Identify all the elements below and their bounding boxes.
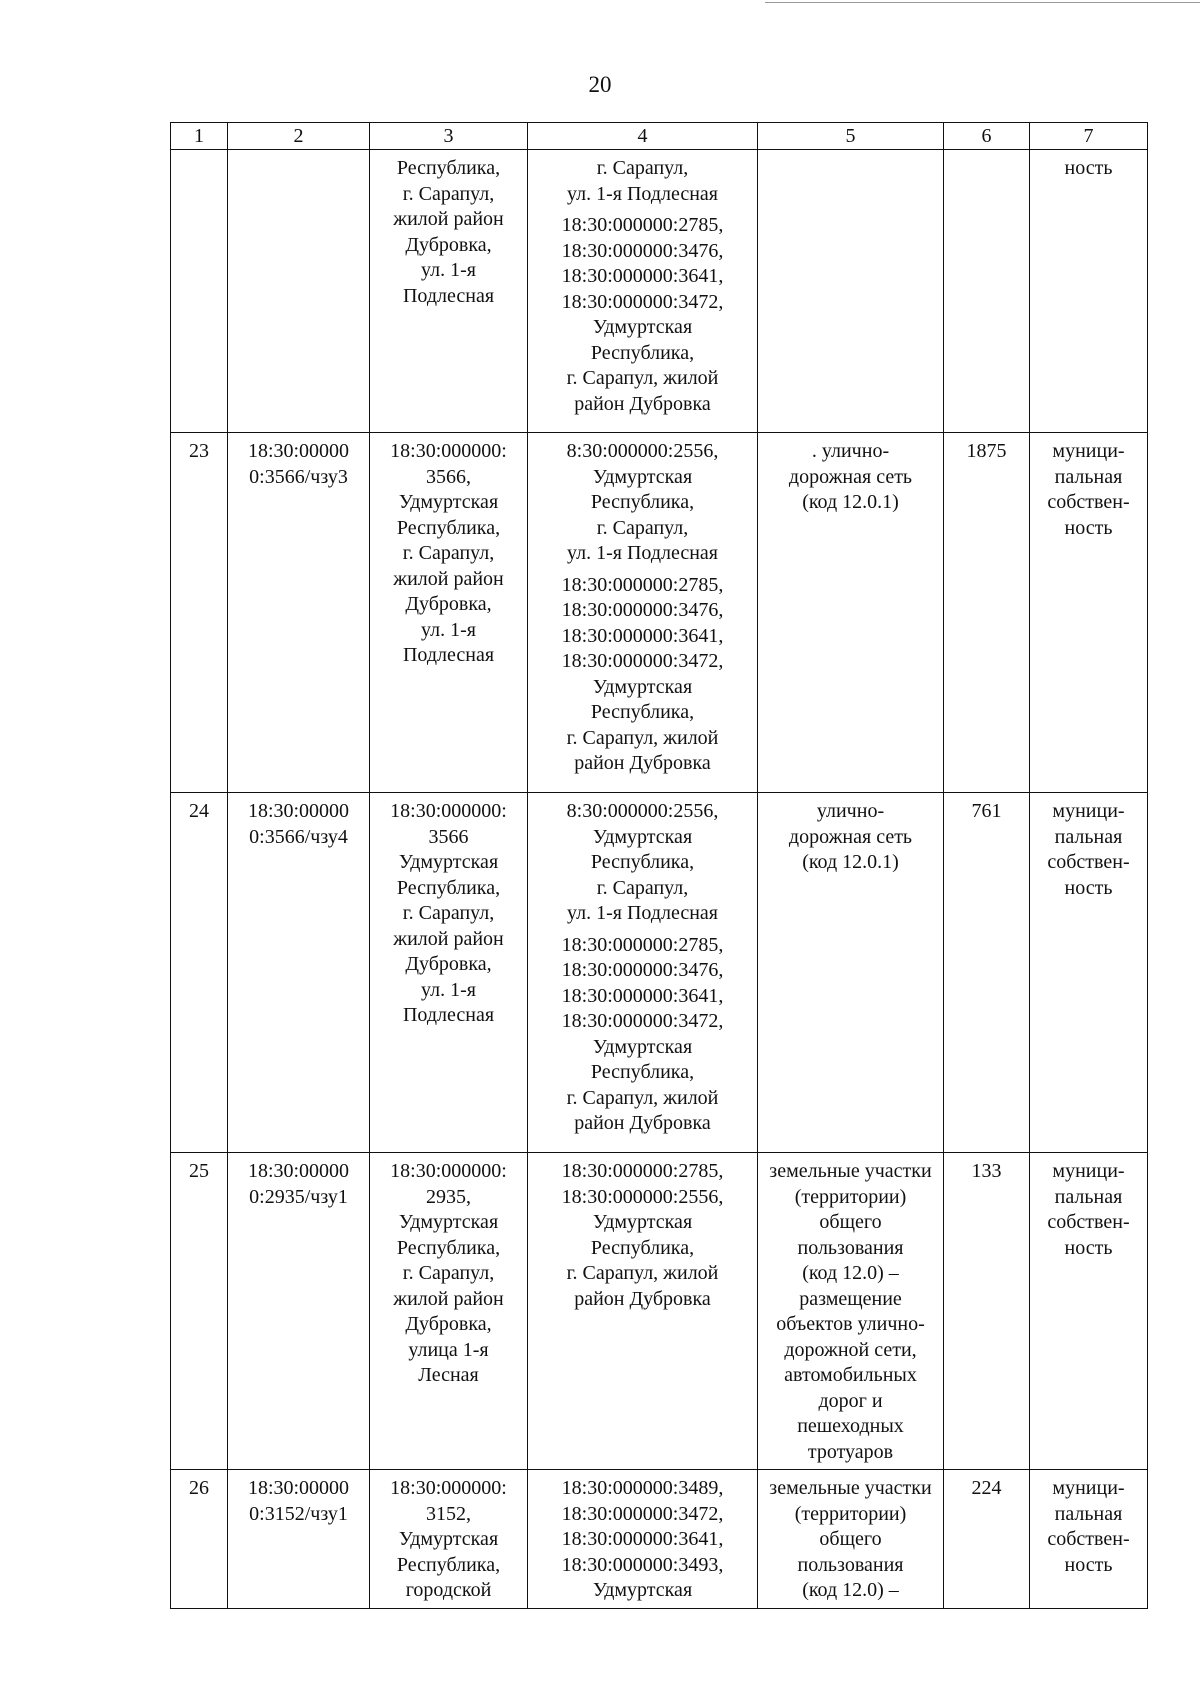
area-cell [944, 150, 1030, 433]
adjacent-parcels-cell: 18:30:000000:2785, 18:30:000000:2556, Удмуртская Республика, г. Сарапул, жилой район Дубровка [528, 1153, 758, 1470]
permitted-use-cell: земельные участки (территории) общего пользования (код 12.0) – размещение объектов улично- дорожной сети, автомобильных дорог и пешеходных тротуаров [758, 1153, 944, 1470]
ownership-cell: муници- пальная собствен- ность [1030, 1470, 1148, 1609]
permitted-use-cell: земельные участки (территории) общего пользования (код 12.0) – [758, 1470, 944, 1609]
adjacent-parcels-cell: 8:30:000000:2556, Удмуртская Республика, г. Сарапул, ул. 1-я Подлесная 18:30:000000:2785, 18:30:000000:3476, 18:30:000000:3641, 18:30:000000:3472, Удмуртская Республика, г. Сарапул, жилой район Дубровка [528, 793, 758, 1153]
column-header-6: 6 [944, 123, 1030, 150]
column-header-5: 5 [758, 123, 944, 150]
page-number: 20 [588, 72, 612, 97]
ownership-cell: муници- пальная собствен- ность [1030, 793, 1148, 1153]
table-row [171, 793, 1148, 1153]
zone-number-cell: 18:30:00000 0:3566/чзу4 [228, 793, 370, 1153]
permitted-use-cell: улично- дорожная сеть (код 12.0.1) [758, 793, 944, 1153]
table-row [171, 1153, 1148, 1470]
permitted-use-cell [758, 150, 944, 433]
zone-number-cell: 18:30:00000 0:2935/чзу1 [228, 1153, 370, 1470]
row-number-cell: 26 [171, 1470, 228, 1609]
row-number-cell: 24 [171, 793, 228, 1153]
parcel-cell: 18:30:000000: 3566 Удмуртская Республика, г. Сарапул, жилой район Дубровка, ул. 1-я Подлесная [370, 793, 528, 1153]
area-cell: 133 [944, 1153, 1030, 1470]
parcel-cell: 18:30:000000: 2935, Удмуртская Республика, г. Сарапул, жилой район Дубровка, улица 1-я Лесная [370, 1153, 528, 1470]
header-row [171, 123, 1148, 150]
table-row [171, 150, 1148, 433]
column-header-4: 4 [528, 123, 758, 150]
parcel-cell: 18:30:000000: 3566, Удмуртская Республика, г. Сарапул, жилой район Дубровка, ул. 1-я Подлесная [370, 433, 528, 793]
zone-number-cell: 18:30:00000 0:3566/чзу3 [228, 433, 370, 793]
area-cell: 761 [944, 793, 1030, 1153]
column-header-1: 1 [171, 123, 228, 150]
column-header-7: 7 [1030, 123, 1148, 150]
row-number-cell: 25 [171, 1153, 228, 1470]
ownership-cell: муници- пальная собствен- ность [1030, 433, 1148, 793]
parcel-cell: Республика, г. Сарапул, жилой район Дубровка, ул. 1-я Подлесная [370, 150, 528, 433]
zone-number-cell [228, 150, 370, 433]
parcel-cell: 18:30:000000: 3152, Удмуртская Республика, городской [370, 1470, 528, 1609]
adjacent-parcels-cell: 18:30:000000:3489, 18:30:000000:3472, 18:30:000000:3641, 18:30:000000:3493, Удмуртская [528, 1470, 758, 1609]
row-number-cell [171, 150, 228, 433]
ownership-cell: муници- пальная собствен- ность [1030, 1153, 1148, 1470]
row-number-cell: 23 [171, 433, 228, 793]
permitted-use-cell: . улично- дорожная сеть (код 12.0.1) [758, 433, 944, 793]
zone-number-cell: 18:30:00000 0:3152/чзу1 [228, 1470, 370, 1609]
column-header-2: 2 [228, 123, 370, 150]
adjacent-parcels-cell: г. Сарапул, ул. 1-я Подлесная 18:30:000000:2785, 18:30:000000:3476, 18:30:000000:3641, 18:30:000000:3472, Удмуртская Республика, г. Сарапул, жилой район Дубровка [528, 150, 758, 433]
table-row [171, 433, 1148, 793]
ownership-cell: ность [1030, 150, 1148, 433]
area-cell: 1875 [944, 433, 1030, 793]
area-cell: 224 [944, 1470, 1030, 1609]
data-table [170, 122, 1148, 1609]
column-header-3: 3 [370, 123, 528, 150]
top-rule [765, 2, 1200, 3]
table-row [171, 1470, 1148, 1609]
adjacent-parcels-cell: 8:30:000000:2556, Удмуртская Республика, г. Сарапул, ул. 1-я Подлесная 18:30:000000:2785, 18:30:000000:3476, 18:30:000000:3641, 18:30:000000:3472, Удмуртская Республика, г. Сарапул, жилой район Дубровка [528, 433, 758, 793]
